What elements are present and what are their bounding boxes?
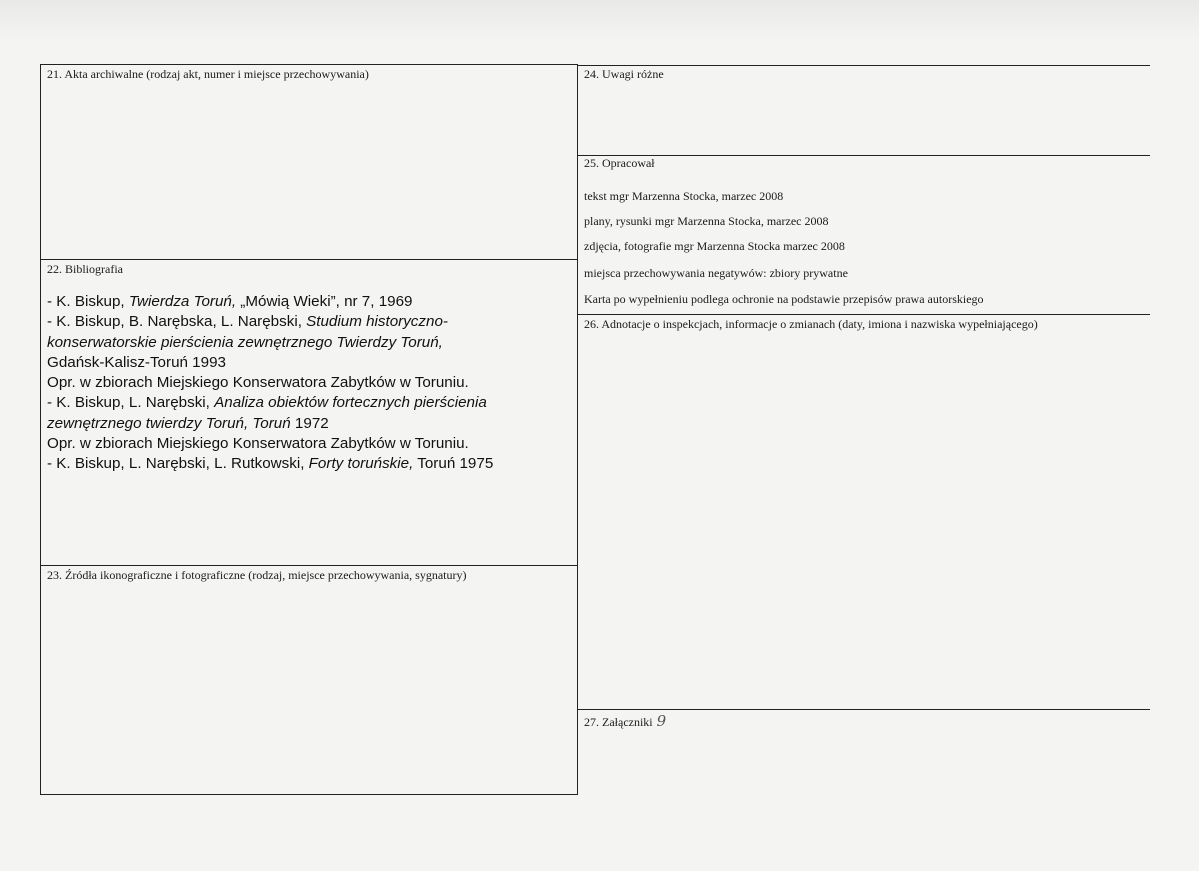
bibliography-text: Gdańsk-Kalisz-Toruń 1993 [47, 353, 226, 371]
bibliography-text: „Mówią Wieki”, nr 7, 1969 [236, 293, 413, 310]
section-27-label [584, 712, 666, 730]
bibliography-italic-text: Forty toruńskie, [308, 455, 414, 473]
bibliography-text: - K. Biskup, B. Narębska, L. Narębski, [47, 313, 307, 331]
bibliography-line [47, 333, 572, 353]
rule-27-top [577, 709, 1150, 710]
bibliography-italic-text: zewnętrznego twierdzy Toruń, Toruń [47, 414, 291, 432]
section-22-label: 22. Bibliografia [47, 262, 123, 276]
bibliography-text: Opr. w zbiorach Miejskiego Konserwatora Zabytków w Toruniu. [47, 374, 469, 392]
bibliography-line [47, 414, 572, 434]
section-24-label: 24. Uwagi różne [584, 67, 664, 81]
frame-top-left [40, 64, 578, 65]
bibliography-line [47, 434, 572, 454]
bibliography-line [47, 353, 572, 373]
section-25-label: 25. Opracował [584, 156, 655, 170]
frame-bottom [40, 794, 578, 795]
bibliography-text: Opr. w zbiorach Miejskiego Konserwatora Zabytków w Toruniu. [47, 435, 469, 453]
negatives-storage-line: miejsca przechowywania negatywów: zbiory prywatne [584, 266, 848, 280]
copyright-note: Karta po wypełnieniu podlega ochronie na podstawie przepisów prawa autorskiego [584, 292, 984, 306]
section-21-label: 21. Akta archiwalne (rodzaj akt, numer i miejsce przechowywania) [47, 67, 369, 81]
bibliography-italic-text: Studium historyczno- [306, 313, 448, 331]
bibliography-line [47, 373, 572, 393]
rule-25-top [577, 155, 1150, 156]
section-23-label: 23. Źródła ikonograficzne i fotograficzne (rodzaj, miejsce przechowywania, sygnatury) [47, 568, 467, 582]
rule-22-top [40, 259, 578, 260]
rule-23-top [40, 565, 578, 566]
frame-left [40, 64, 41, 795]
frame-center [577, 64, 578, 795]
section-26-label: 26. Adnotacje o inspekcjach, informacje o zmianach (daty, imiona i nazwiska wypełniającego) [584, 317, 1038, 331]
section-27-text: 27. Załączniki [584, 715, 653, 729]
author-plans-line: plany, rysunki mgr Marzenna Stocka, marzec 2008 [584, 214, 829, 228]
bibliography-text: 1972 [290, 414, 329, 432]
rule-26-top [577, 314, 1150, 315]
rule-24-top [577, 65, 1150, 66]
bibliography-text: - K. Biskup, [47, 293, 129, 310]
author-photos-line: zdjęcia, fotografie mgr Marzenna Stocka marzec 2008 [584, 239, 845, 253]
bibliography-italic-text: konserwatorskie pierścienia zewnętrznego Twierdzy Toruń, [47, 333, 443, 351]
bibliography-italic-text: Twierdza Toruń, [128, 293, 237, 310]
bibliography-text: Toruń 1975 [413, 455, 494, 473]
bibliography-text: - K. Biskup, L. Narębski, L. Rutkowski, [47, 455, 309, 473]
attachments-count-handwritten: 9 [656, 712, 667, 730]
bibliography-list [47, 292, 572, 475]
bibliography-line [47, 292, 572, 312]
bibliography-line [47, 454, 572, 474]
bibliography-line [47, 312, 572, 332]
bibliography-italic-text: Analiza obiektów fortecznych pierścienia [214, 394, 487, 412]
author-text-line: tekst mgr Marzenna Stocka, marzec 2008 [584, 189, 784, 203]
bibliography-line [47, 393, 572, 413]
bibliography-text: - K. Biskup, L. Narębski, [47, 394, 215, 412]
